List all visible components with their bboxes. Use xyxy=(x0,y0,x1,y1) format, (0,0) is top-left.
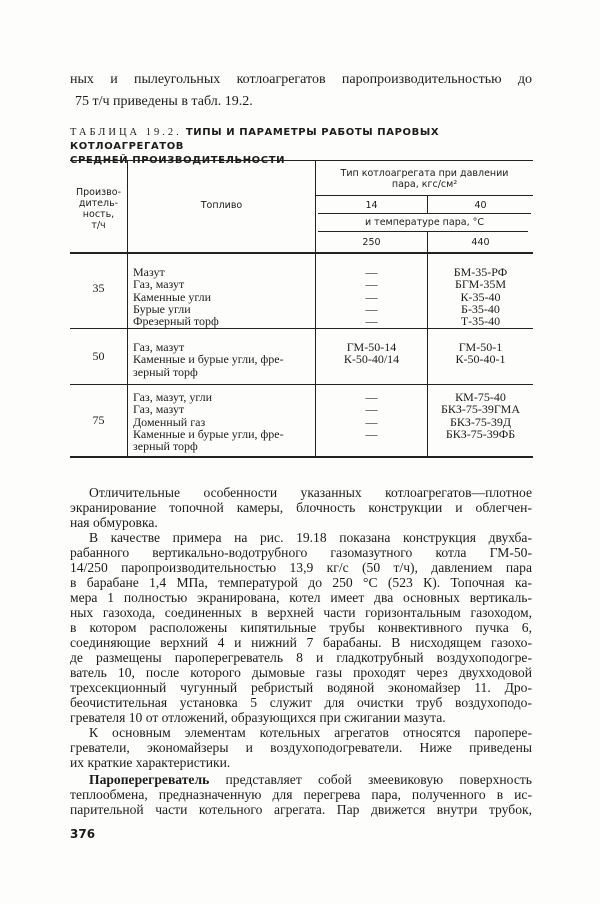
text-line: ватель 10, после которого дымовые газы проходят через двухходовой xyxy=(70,665,532,680)
table-title: ТИПЫ И ПАРАМЕТРЫ РАБОТЫ ПАРОВЫХ КОТЛОАГРЕГАТОВ xyxy=(70,127,440,152)
rule xyxy=(70,252,533,254)
text-line: ных газохода, соединенных в верхней части горизонтальным газоходом, xyxy=(70,605,532,620)
rule xyxy=(70,384,533,385)
header-capacity: Произво- дитель- ность, т/ч xyxy=(75,187,122,231)
term-bold: Пароперегреватель xyxy=(89,772,210,787)
rule xyxy=(70,456,533,458)
rule xyxy=(70,328,533,329)
text-line: 75 т/ч приведены в табл. 19.2. xyxy=(75,94,253,109)
cell-col40: ГМ-50-1 К-50-40-1 xyxy=(455,340,506,367)
paragraph xyxy=(70,530,532,725)
body-text xyxy=(70,485,532,817)
paragraph xyxy=(70,725,532,770)
text-line: ная обмуровка. xyxy=(70,515,158,530)
header-type: Тип котлоагрегата при давлении пара, кгс/см² xyxy=(340,168,509,190)
header-temp-250: 250 xyxy=(362,237,381,248)
text-line: рабанного вертикально-водотрубного газомазутного котла ГМ-50- xyxy=(70,545,532,560)
table-label: ТАБЛИЦА 19.2. xyxy=(70,127,182,138)
paragraph xyxy=(70,772,532,817)
text-line: трехсекционный чугунный ребристый водяной экономайзер 11. Дро- xyxy=(70,680,532,695)
text-line: К основным элементам котельных агрегатов относятся паропере- xyxy=(89,725,532,740)
text-line: теплообмена, предназначенную для перегрева пара, полученного в ис- xyxy=(70,787,532,802)
text-line: В качестве примера на рис. 19.18 показана конструкция двухба- xyxy=(89,530,532,545)
cell-capacity: 75 xyxy=(92,413,105,427)
cell-fuel: Газ, мазут Каменные и бурые угли, фре- зерный торф xyxy=(133,340,284,379)
cell-col14: — — — — xyxy=(365,390,378,441)
header-pressure-14: 14 xyxy=(365,200,378,211)
text-line: 14/250 паропроизводительностью 13,9 кг/с (50 т/ч), давлением пара xyxy=(70,560,532,575)
text-line: экранирование топочной камеры, блочность конструкции и облегчен- xyxy=(70,500,532,515)
cell-fuel: Газ, мазут, угли Газ, мазут Доменный газ Каменные и бурые угли, фре- зерный торф xyxy=(133,390,284,454)
table-title-cont xyxy=(70,154,540,168)
cell-capacity: 50 xyxy=(92,349,105,363)
cell-col14: — — — — — xyxy=(365,265,378,329)
text-line: Пароперегреватель представляет собой змеевиковую поверхность xyxy=(89,772,532,787)
text-line: Отличительные особенности указанных котлоагрегатов—плотное xyxy=(89,485,532,500)
cell-capacity: 35 xyxy=(92,281,105,295)
text-line: греватели, экономайзеры и воздухоподогреватели. Ниже приведены xyxy=(70,740,532,755)
text-line: де размещены пароперегреватель 8 и гладкотрубный воздухоподогре- xyxy=(70,650,532,665)
rule xyxy=(318,213,531,214)
cell-col14: ГМ-50-14 К-50-40/14 xyxy=(343,340,400,367)
header-temperature: и температуре пара, °С xyxy=(364,217,484,228)
header-fuel: Топливо xyxy=(200,200,243,211)
page-number: 376 xyxy=(70,827,96,841)
paragraph xyxy=(70,485,532,530)
rule xyxy=(316,195,533,196)
text-line: соединяющие верхний 4 и нижний 7 барабаны. В нисходящем газохо- xyxy=(70,635,532,650)
cell-col40: БМ-35-РФ БГМ-35М К-35-40 Б-35-40 Т-35-40 xyxy=(453,265,508,329)
cell-col40: КМ-75-40 БКЗ-75-39ГМА БКЗ-75-39Д БКЗ-75-39ФБ xyxy=(440,390,520,441)
header-temp-440: 440 xyxy=(471,237,490,248)
text-line: в барабане 1,4 МПа, температурой до 250 °С (523 К). Топочная ка- xyxy=(70,575,532,590)
text-line: беочистительная установка 5 служит для очистки труб воздухоподо- xyxy=(70,695,532,710)
text-line: мера 1 полностью экранирована, котел имеет два основных вертикаль- xyxy=(70,590,532,605)
text-line: ных и пылеугольных котлоагрегатов паропроизводительностью до xyxy=(70,72,532,87)
text-line: парительной части котельного агрегата. Пар движется внутри трубок, xyxy=(70,802,532,817)
table-caption xyxy=(70,126,540,168)
rule xyxy=(70,160,533,161)
text-line: их краткие характеристики. xyxy=(70,755,231,770)
intro-text xyxy=(70,69,532,113)
header-pressure-40: 40 xyxy=(474,200,487,211)
text-line: в котором расположены кипятильные трубы конвективного пучка 6, xyxy=(70,620,532,635)
cell-fuel: Мазут Газ, мазут Каменные угли Бурые угли Фрезерный торф xyxy=(133,265,219,329)
rule xyxy=(318,231,528,232)
text-line: гревателя 10 от отложений, образующихся при сжигании мазута. xyxy=(70,710,446,725)
